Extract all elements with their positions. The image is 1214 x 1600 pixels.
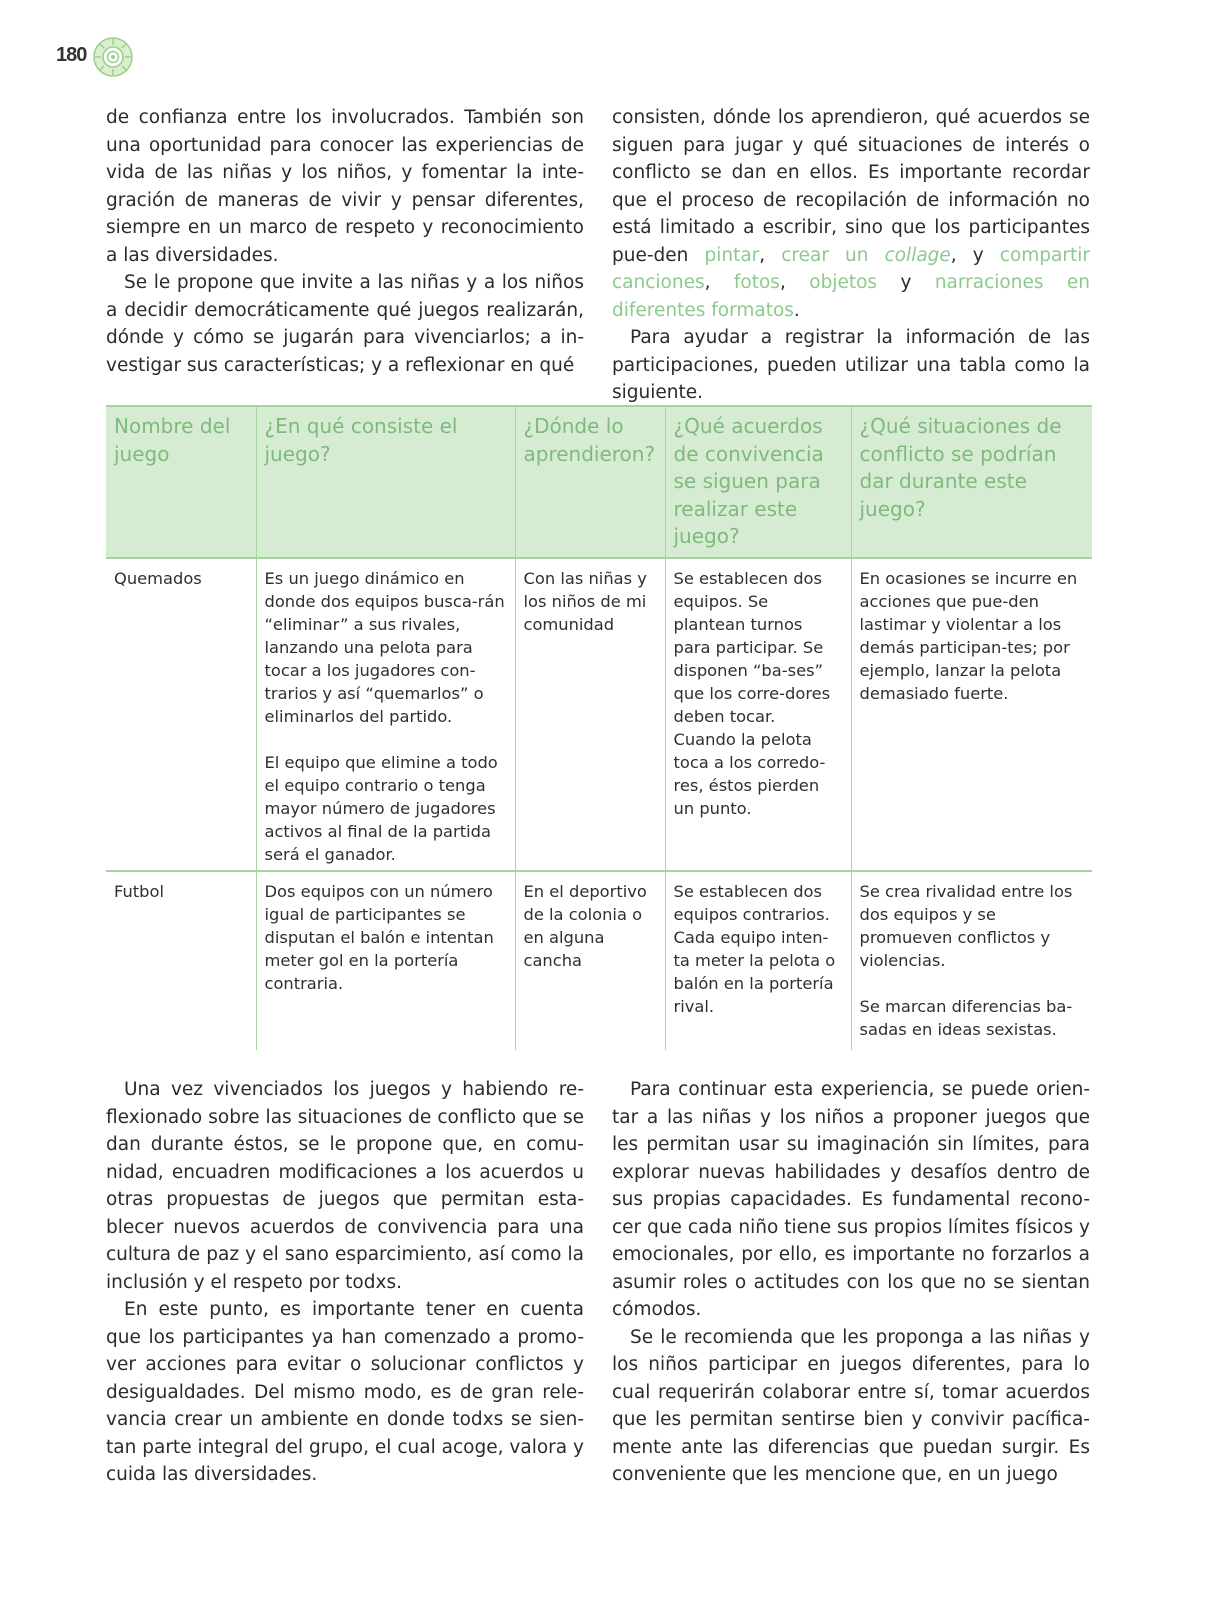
paragraph: En este punto, es importante tener en cuenta que los participantes ya han comenzado a promo-ver acciones para evitar o solucionar conflictos y desigualdades. Del mismo modo, es de gran rele-vancia crear un ambiente en donde todxs se sien-tan parte integral del grupo, el cual acoge, valora y cuida las diversidades. — [106, 1299, 584, 1485]
header-donde: ¿Dónde lo aprendieron? — [515, 406, 665, 558]
separator: , y — [950, 244, 1000, 266]
top-right-column — [612, 104, 1090, 407]
cell-text: Se crea rivalidad entre los dos equipos y se promueven conflictos y violencias. — [859, 881, 1073, 970]
cell-consiste — [256, 558, 515, 871]
green-circular-emblem-icon — [92, 36, 134, 78]
header-conflicto: ¿Qué situaciones de conflicto se podrían dar durante este juego? — [851, 406, 1092, 558]
cell-acuerdos: Se establecen dos equipos contrarios. Cada equipo inten-ta meter la pelota o balón en la portería rival. — [665, 871, 851, 1050]
page-number: 180 — [56, 44, 87, 66]
cell-text: Es un juego dinámico en donde dos equipos busca-rán “eliminar” a sus rivales, lanzando una pelota para tocar a los jugadores con-trarios y así “quemarlos” o eliminarlos del partido. — [264, 568, 505, 726]
cell-acuerdos: Se establecen dos equipos. Se plantean turnos para participar. Se disponen “ba-ses” que los corre-dores deben tocar. Cuando la pelota toca a los corredo-res, éstos pierden un punto. — [665, 558, 851, 871]
separator: y — [877, 272, 935, 293]
cell-conflicto — [851, 871, 1092, 1050]
bottom-right-column — [612, 1076, 1090, 1489]
bottom-left-column — [106, 1076, 584, 1489]
header-consiste: ¿En qué consiste el juego? — [256, 406, 515, 558]
cell-text: En ocasiones se incurre en acciones que pue-den lastimar y violentar a los demás participan-tes; por ejemplo, lanzar la pelota demasiado fuerte. — [859, 568, 1078, 703]
option-collage: collage — [884, 244, 951, 266]
paragraph-media-options — [612, 104, 1090, 324]
paragraph: Para continuar esta experiencia, se puede orien-tar a las niñas y los niños a proponer juegos que les permitan usar su imaginación sin límites, para explorar nuevas habilidades y desafíos dentro de sus propias capacidades. Es fundamental recono-cer que cada niño tiene sus propios límites físicos y emocionales, por ello, es importante no forzarlos a asumir roles o actitudes con los que no se sientan cómodos. — [612, 1079, 1090, 1320]
table-row — [106, 558, 1092, 871]
cell-conflicto — [851, 558, 1092, 871]
option-narraciones: narraciones en diferentes formatos — [612, 272, 1091, 321]
cell-text: Dos equipos con un número igual de participantes se disputan el balón e intentan meter gol en la portería contraria. — [264, 881, 494, 993]
separator: , — [779, 272, 810, 293]
top-left-column — [106, 104, 584, 379]
table-header-row — [106, 406, 1092, 558]
option-crear: crear un — [781, 244, 885, 266]
separator: , — [704, 272, 734, 293]
cell-donde: Con las niñas y los niños de mi comunidad — [515, 558, 665, 871]
table-row — [106, 871, 1092, 1050]
paragraph: Se le recomienda que les proponga a las niñas y los niños participar en juegos diferentes, para lo cual requerirán colaborar entre sí, tomar acuerdos que les permitan sentirse bien y convivir pacífica-mente ante las diferencias que puedan surgir. Es conveniente que les mencione que, en un juego — [612, 1326, 1090, 1485]
separator: . — [793, 299, 800, 321]
cell-text: El equipo que elimine a todo el equipo contrario o tenga mayor número de jugadores activos al final de la partida será el ganador. — [264, 752, 498, 864]
paragraph: Una vez vivenciados los juegos y habiendo re-flexionado sobre las situaciones de conflicto que se dan durante éstos, se le propone que, en comu-nidad, encuadren modificaciones a los acuerdos u otras propuestas de juegos que permitan esta-blecer nuevos acuerdos de convivencia para una cultura de paz y el sano esparcimiento, así como la inclusión y el respeto por todxs. — [106, 1079, 584, 1293]
paragraph: Se le propone que invite a las niñas y a los niños a decidir democráticamente qué juegos realizarán, dónde y cómo se jugarán para vivenciarlos; a in-vestigar sus características; y a reflexionar en qué — [106, 272, 584, 376]
cell-text: Se marcan diferencias ba-sadas en ideas sexistas. — [859, 996, 1073, 1039]
option-objetos: objetos — [809, 272, 878, 293]
separator: , — [759, 244, 782, 266]
header-nombre: Nombre del juego — [106, 406, 256, 558]
paragraph: de confianza entre los involucrados. También son una oportunidad para conocer las experiencias de vida de las niñas y los niños, y fomentar la inte-gración de maneras de vivir y pensar diferentes, siempre en un marco de respeto y reconocimiento a las diversidades. — [106, 107, 584, 266]
text-span: consisten, dónde los aprendieron, qué acuerdos se siguen para jugar y qué situaciones de interés o conflicto se dan en ellos. Es importante recordar que el proceso de recopilación de información no está limitado a escribir, sino que los participantes pue-den — [612, 107, 1090, 266]
option-compartir: compartir canciones — [612, 244, 1090, 293]
option-fotos: fotos — [733, 272, 780, 293]
cell-consiste — [256, 871, 515, 1050]
cell-name: Futbol — [106, 871, 256, 1050]
cell-name: Quemados — [106, 558, 256, 871]
paragraph: Para ayudar a registrar la información de las participaciones, pueden utilizar una tabla como la siguiente. — [612, 327, 1090, 403]
option-pintar: pintar — [704, 244, 760, 266]
cell-donde: En el deportivo de la colonia o en alguna cancha — [515, 871, 665, 1050]
header-acuerdos: ¿Qué acuerdos de convivencia se siguen para realizar este juego? — [665, 406, 851, 558]
games-table — [106, 405, 1092, 1050]
